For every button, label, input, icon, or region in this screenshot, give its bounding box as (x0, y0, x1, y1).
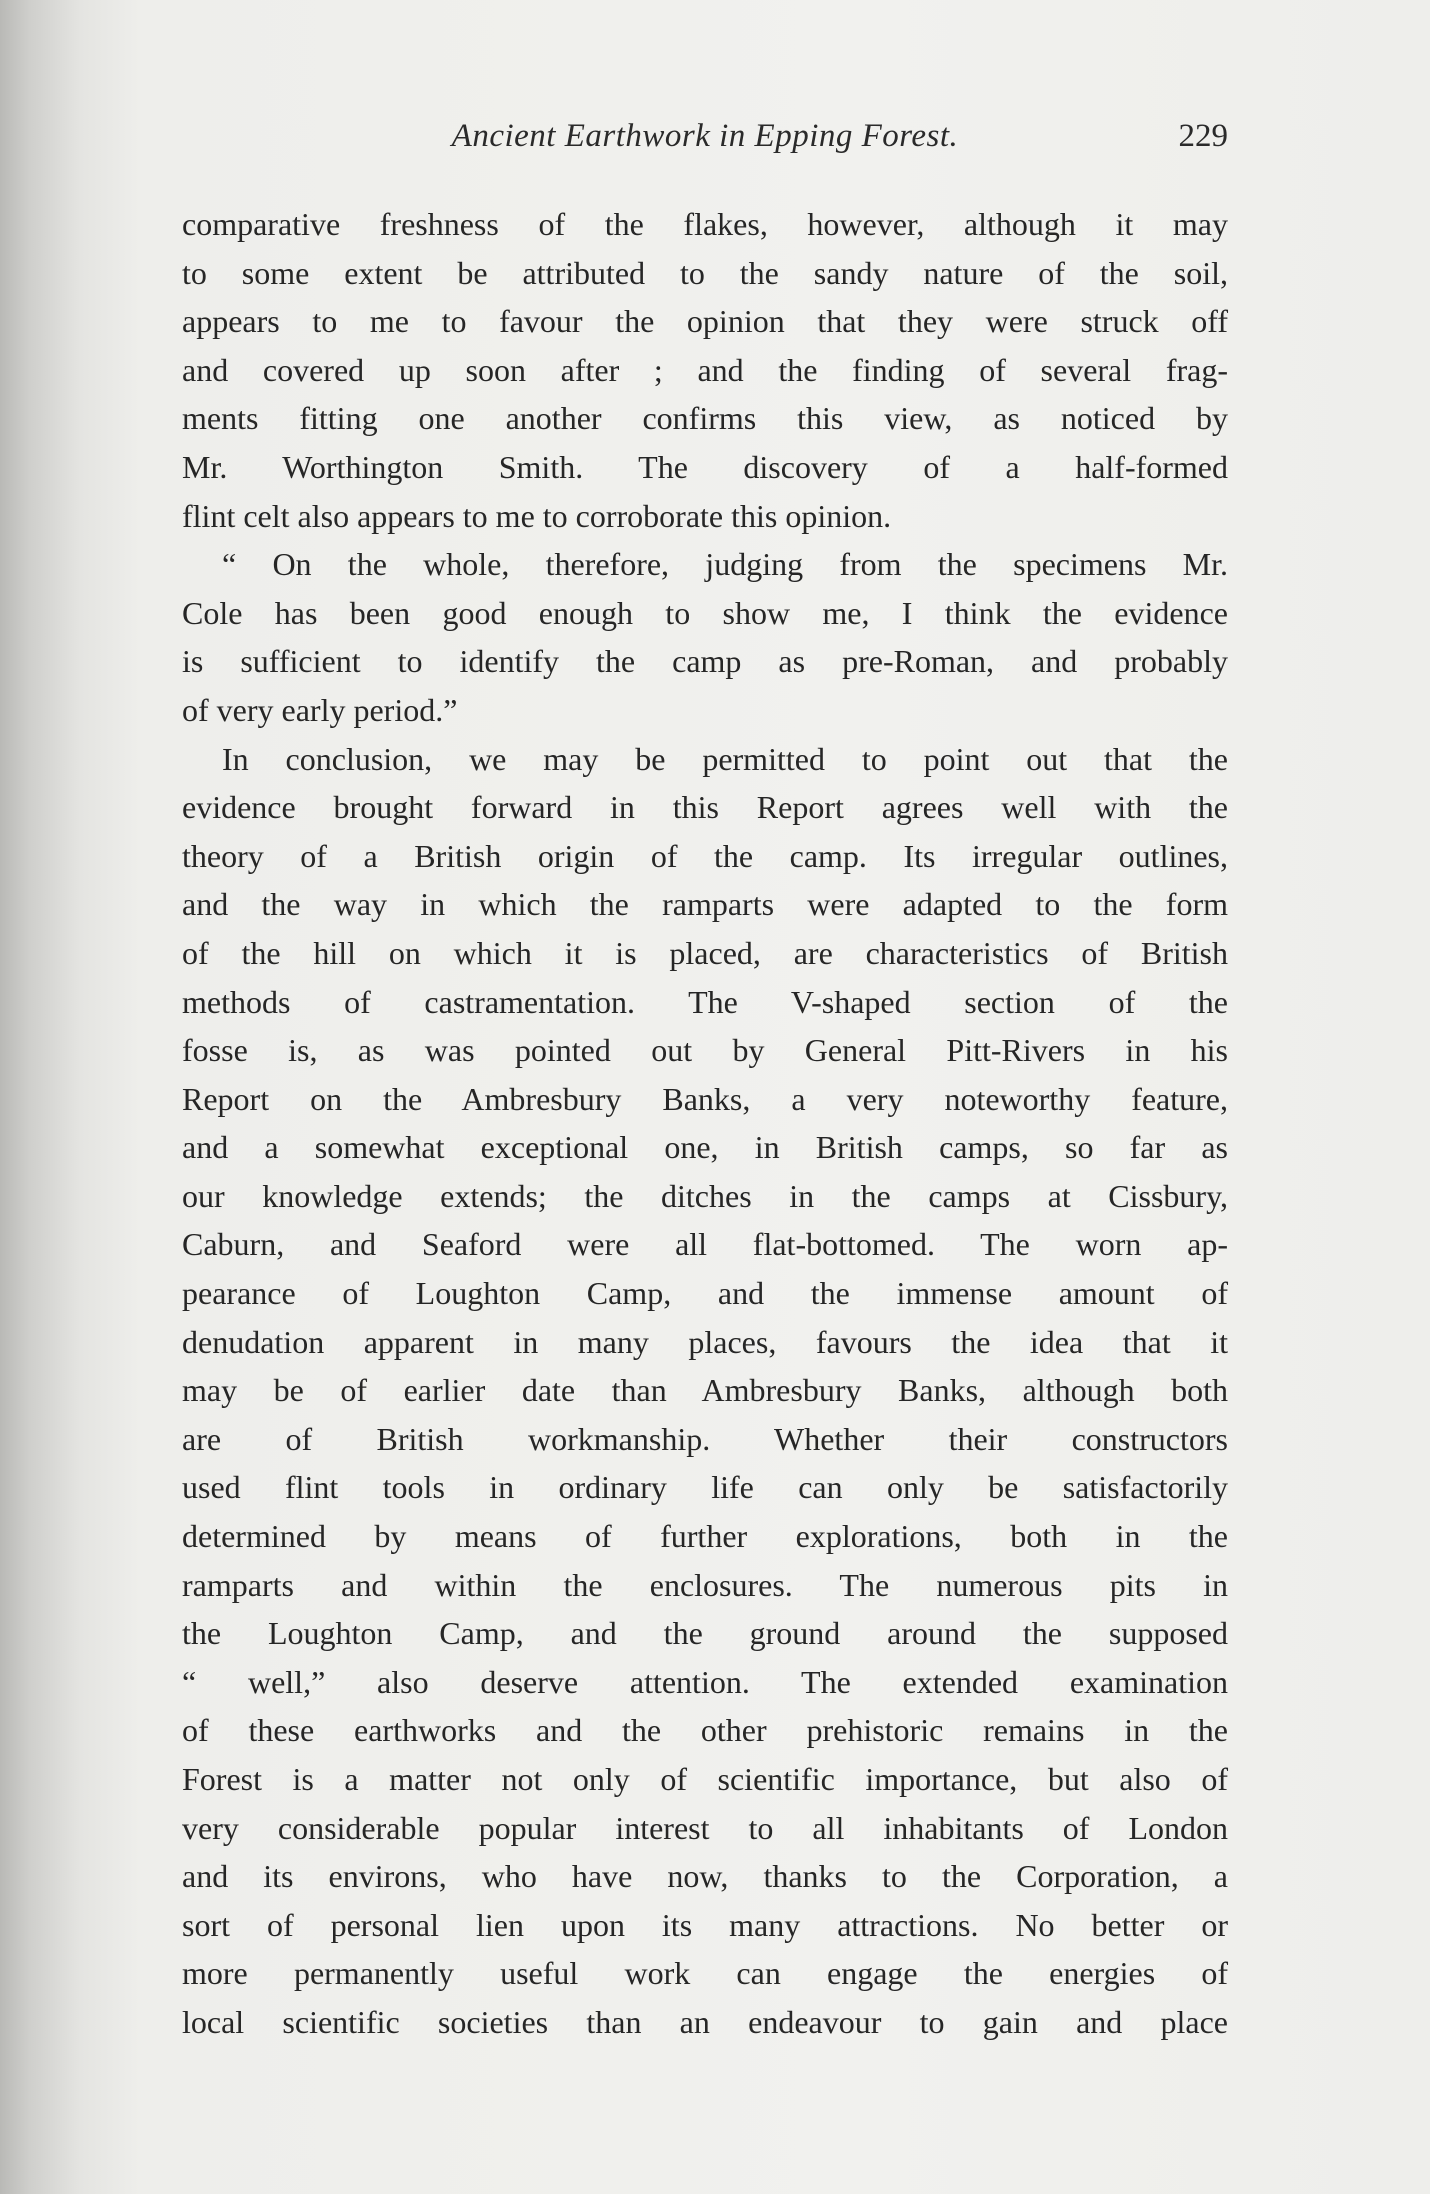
text-line: denudation apparent in many places, favours the idea that it (182, 1323, 1228, 1360)
text-line: Caburn, and Seaford were all flat-bottomed. The worn ap- (182, 1226, 1228, 1263)
text-line: the Loughton Camp, and the ground around the supposed (182, 1615, 1228, 1652)
text-line: pearance of Loughton Camp, and the immense amount of (182, 1275, 1228, 1312)
text-line: is sufficient to identify the camp as pre-Roman, and probably (182, 643, 1228, 680)
text-line: to some extent be attributed to the sandy nature of the soil, (182, 254, 1228, 291)
text-line: comparative freshness of the flakes, however, although it may (182, 206, 1228, 242)
text-line: of these earthworks and the other prehistoric remains in the (182, 1712, 1228, 1749)
text-line: “ well,” also deserve attention. The extended examination (182, 1663, 1228, 1700)
text-line: Forest is a matter not only of scientific importance, but also of (182, 1761, 1228, 1797)
page-number: 229 (1178, 118, 1228, 154)
text-line: ments fitting one another confirms this view, as noticed by (182, 400, 1228, 437)
text-line: “ On the whole, therefore, judging from the specimens Mr. (222, 546, 1228, 583)
text-line: determined by means of further explorations, both in the (182, 1518, 1228, 1555)
page-header (182, 118, 1228, 166)
text-line: Mr. Worthington Smith. The discovery of a half-formed (182, 448, 1228, 485)
text-line: local scientific societies than an endeavour to gain and place (182, 2003, 1228, 2040)
body-text (182, 200, 1228, 2047)
text-line: ramparts and within the enclosures. The numerous pits in (182, 1566, 1228, 1603)
text-line: more permanently useful work can engage the energies of (182, 1955, 1228, 1992)
text-line: sort of personal lien upon its many attractions. No better or (182, 1906, 1228, 1943)
text-line: our knowledge extends; the ditches in the camps at Cissbury, (182, 1177, 1228, 1214)
text-line: evidence brought forward in this Report agrees well with the (182, 789, 1228, 826)
text-line: may be of earlier date than Ambresbury Banks, although both (182, 1372, 1228, 1409)
text-line: Report on the Ambresbury Banks, a very noteworthy feature, (182, 1080, 1228, 1117)
text-line: are of British workmanship. Whether their constructors (182, 1420, 1228, 1457)
text-line: In conclusion, we may be permitted to point out that the (222, 740, 1228, 777)
text-line: appears to me to favour the opinion that they were struck off (182, 303, 1228, 340)
text-line: flint celt also appears to me to corroborate this opinion. (182, 497, 892, 534)
text-line: of the hill on which it is placed, are characteristics of British (182, 934, 1228, 971)
text-line: and its environs, who have now, thanks to the Corporation, a (182, 1858, 1228, 1895)
text-line: of very early period.” (182, 691, 458, 728)
text-line: very considerable popular interest to all inhabitants of London (182, 1809, 1228, 1846)
text-line: fosse is, as was pointed out by General Pitt-Rivers in his (182, 1032, 1228, 1069)
text-line: and a somewhat exceptional one, in British camps, so far as (182, 1129, 1228, 1166)
text-line: theory of a British origin of the camp. Its irregular outlines, (182, 837, 1228, 874)
text-line: and the way in which the ramparts were adapted to the form (182, 886, 1228, 923)
running-title: Ancient Earthwork in Epping Forest. (451, 118, 959, 154)
text-line: used flint tools in ordinary life can only be satisfactorily (182, 1469, 1228, 1506)
text-line: and covered up soon after ; and the finding of several frag- (182, 351, 1228, 388)
text-line: methods of castramentation. The V-shaped section of the (182, 983, 1228, 1020)
text-line: Cole has been good enough to show me, I think the evidence (182, 594, 1228, 631)
